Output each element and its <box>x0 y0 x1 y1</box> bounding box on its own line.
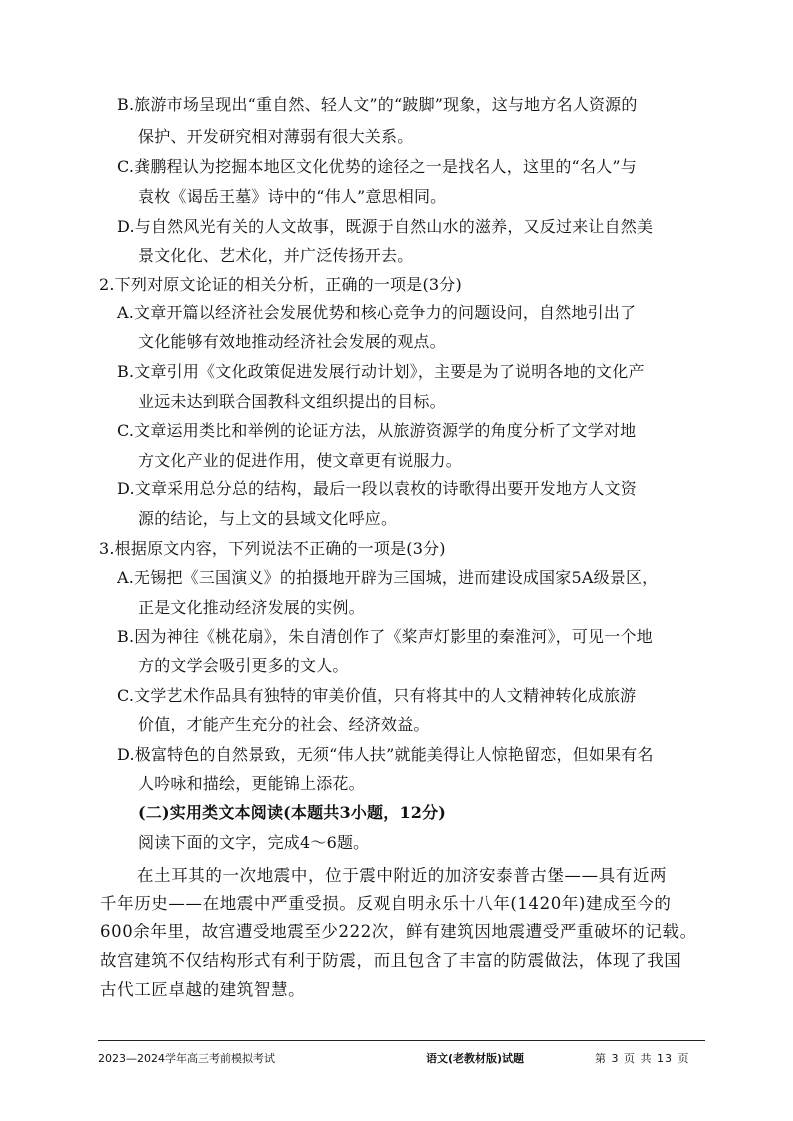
q2-option-d-line2: 源的结论，与上文的县域文化呼应。 <box>138 509 398 528</box>
q3-option-c-line2: 价值，才能产生充分的社会、经济效益。 <box>138 715 430 734</box>
section-title: (二)实用类文本阅读(本题共3小题，12分) <box>138 803 447 822</box>
q3-option-d-line1: D.极富特色的自然景致，无须“伟人扶”就能美得让人惊艳留恋，但如果有名 <box>117 745 654 764</box>
footer-divider <box>98 1040 705 1041</box>
q3-option-b-line2: 方的文学会吸引更多的文人。 <box>138 656 349 675</box>
q2-option-b-line2: 业远未达到联合国教科文组织提出的目标。 <box>138 392 446 411</box>
passage-line-4: 故宫建筑不仅结构形式有利于防震，而且包含了丰富的防震做法，体现了我国 <box>100 951 682 970</box>
q1-option-c-line1: C.龚鹏程认为挖掘本地区文化优势的途径之一是找名人，这里的“名人”与 <box>117 157 637 176</box>
q3-option-b-line1: B.因为神往《桃花扇》，朱自清创作了《桨声灯影里的秦淮河》，可见一个地 <box>117 627 653 646</box>
passage-line-5: 古代工匠卓越的建筑智慧。 <box>100 980 306 999</box>
q3-option-a-line1: A.无锡把《三国演义》的拍摄地开辟为三国城，进而建设成国家5A级景区， <box>117 568 659 587</box>
section-instruction: 阅读下面的文字，完成4～6题。 <box>138 833 370 852</box>
passage-line-2: 千年历史——在地震中严重受损。反观自明永乐十八年(1420年)建成至今的 <box>100 894 672 913</box>
footer-page-number: 第 3 页 共 13 页 <box>595 1052 690 1065</box>
footer-subject: 语文(老教材版)试题 <box>426 1052 525 1065</box>
q3-option-c-line1: C.文学艺术作品具有独特的审美价值，只有将其中的人文精神转化成旅游 <box>117 686 637 705</box>
q3-stem: 3.根据原文内容，下列说法不正确的一项是(3分) <box>99 539 446 558</box>
passage-line-3: 600余年里，故宫遭受地震至少222次，鲜有建筑因地震遭受严重破坏的记载。 <box>100 922 697 941</box>
q2-option-a-line1: A.文章开篇以经济社会发展优势和核心竞争力的问题设问，自然地引出了 <box>117 303 637 322</box>
q2-option-c-line2: 方文化产业的促进作用，使文章更有说服力。 <box>138 451 463 470</box>
q2-stem: 2.下列对原文论证的相关分析，正确的一项是(3分) <box>99 275 462 294</box>
q2-option-c-line1: C.文章运用类比和举例的论证方法，从旅游资源学的角度分析了文学对地 <box>117 421 637 440</box>
passage-line-1: 在土耳其的一次地震中，位于震中附近的加济安泰普古堡——具有近两 <box>137 866 668 885</box>
q1-option-d-line2: 景文化化、艺术化，并广泛传扬开去。 <box>138 246 414 265</box>
q1-option-b-line2: 保护、开发研究相对薄弱有很大关系。 <box>138 127 414 146</box>
q2-option-a-line2: 文化能够有效地推动经济社会发展的观点。 <box>138 332 446 351</box>
q1-option-c-line2: 袁枚《谒岳王墓》诗中的“伟人”意思相同。 <box>138 187 447 206</box>
q3-option-a-line2: 正是文化推动经济发展的实例。 <box>138 598 365 617</box>
q2-option-d-line1: D.文章采用总分总的结构，最后一段以袁枚的诗歌得出要开发地方人文资 <box>117 479 637 498</box>
q3-option-d-line2: 人吟咏和描绘，更能锦上添花。 <box>138 774 365 793</box>
footer-exam-title: 2023—2024学年高三考前模拟考试 <box>98 1052 275 1065</box>
q2-option-b-line1: B.文章引用《文化政策促进发展行动计划》，主要是为了说明各地的文化产 <box>117 362 645 381</box>
q1-option-d-line1: D.与自然风光有关的人文故事，既源于自然山水的滋养，又反过来让自然美 <box>117 217 654 236</box>
q1-option-b-line1: B.旅游市场呈现出“重自然、轻人文”的“跛脚”现象，这与地方名人资源的 <box>117 95 638 114</box>
